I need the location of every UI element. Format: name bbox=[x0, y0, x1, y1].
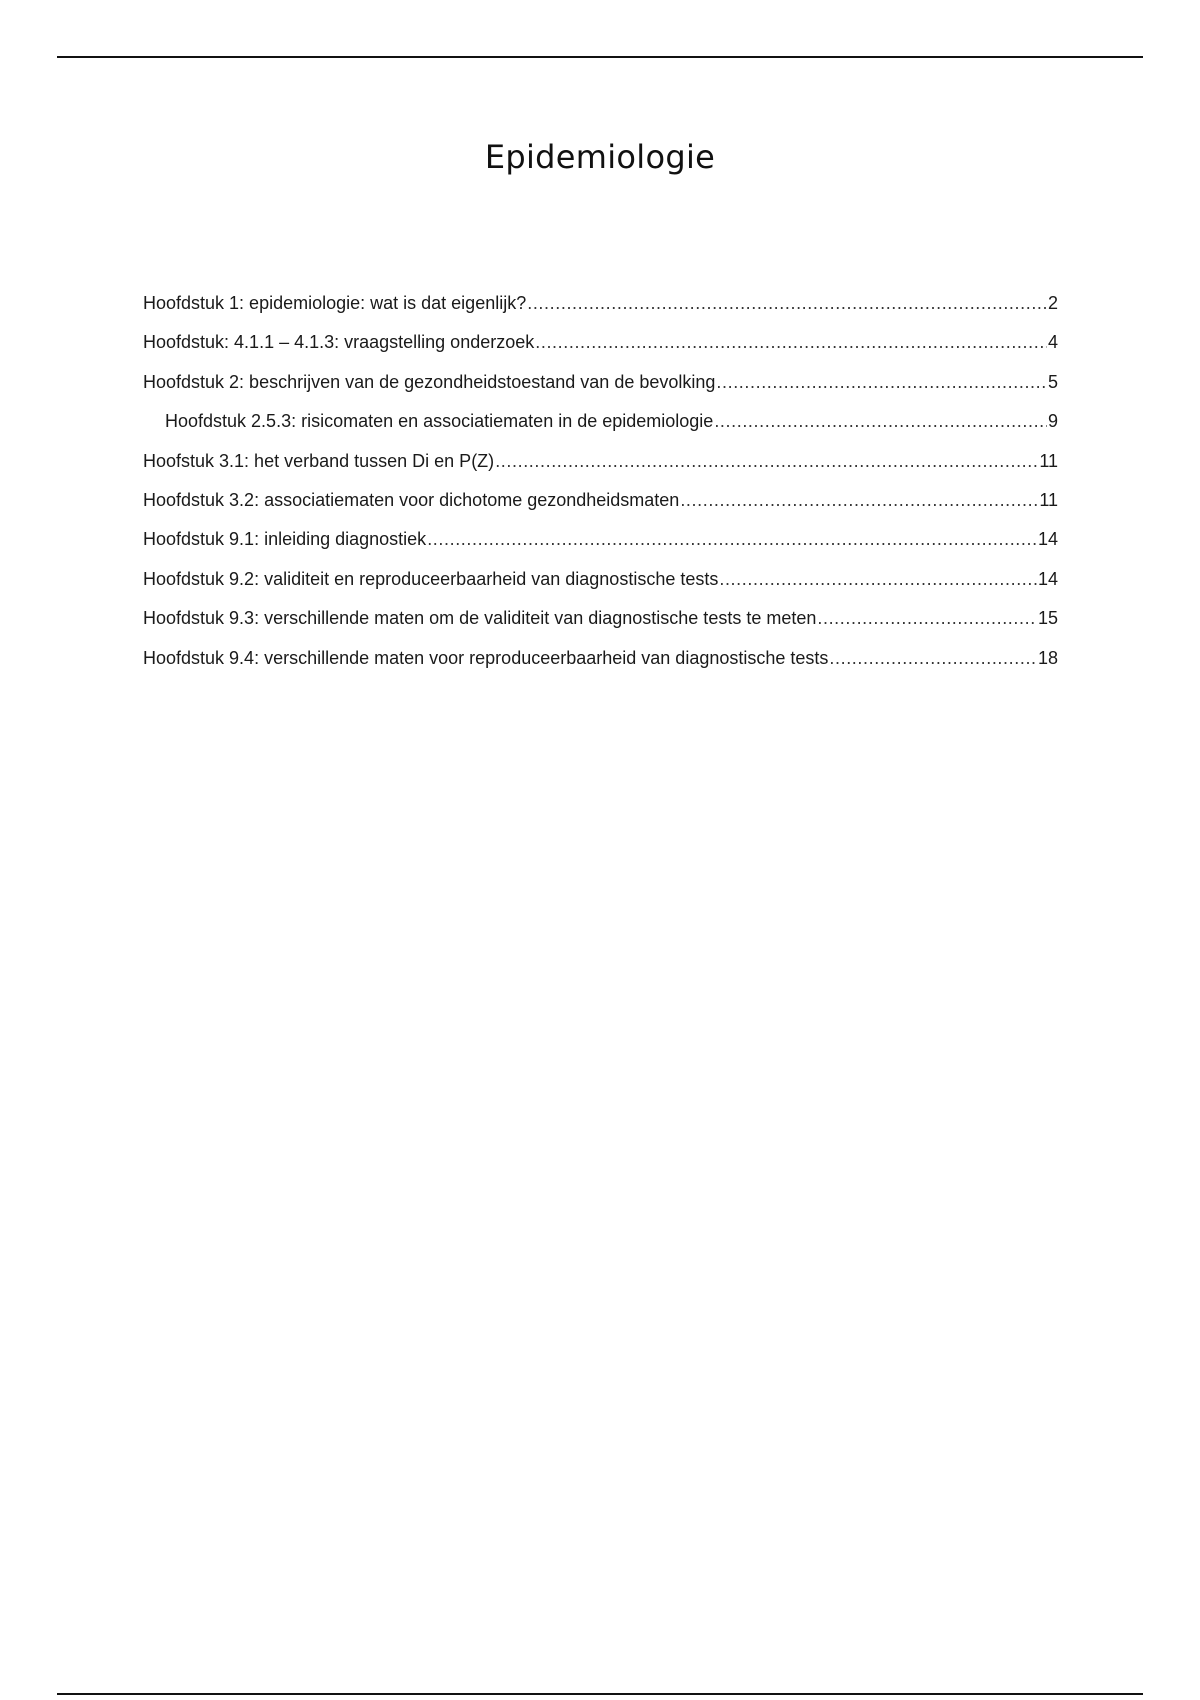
toc-page-number: 15 bbox=[1037, 608, 1058, 629]
toc-entry-text: Hoofdstuk 2: beschrijven van de gezondheidstoestand van de bevolking bbox=[143, 371, 716, 392]
toc-entry-text: Hoofdstuk 3.2: associatiematen voor dichotome gezondheidsmaten bbox=[143, 489, 680, 510]
toc-page-number: 11 bbox=[1039, 450, 1058, 471]
toc-entry[interactable] bbox=[143, 329, 1058, 368]
toc-page-number: 11 bbox=[1039, 489, 1058, 510]
toc-page-number: 9 bbox=[1047, 411, 1058, 432]
footer-rule bbox=[57, 1693, 1143, 1695]
table-of-contents bbox=[143, 290, 1058, 684]
toc-dot-leader bbox=[719, 566, 1037, 592]
toc-entry[interactable] bbox=[143, 408, 1058, 447]
document-title: Epidemiologie bbox=[484, 138, 716, 176]
toc-page-number: 2 bbox=[1047, 293, 1058, 313]
toc-entry[interactable] bbox=[143, 645, 1058, 684]
toc-dot-leader bbox=[829, 645, 1037, 671]
toc-entry-text: Hoofdstuk 2.5.3: risicomaten en associatiematen in de epidemiologie bbox=[165, 411, 714, 432]
toc-dot-leader bbox=[495, 448, 1038, 474]
toc-dot-leader bbox=[714, 408, 1047, 434]
toc-page-number: 4 bbox=[1047, 332, 1058, 353]
toc-entry-text: Hoofdstuk 9.2: validiteit en reproduceerbaarheid van diagnostische tests bbox=[143, 568, 719, 589]
toc-page-number: 5 bbox=[1047, 371, 1058, 392]
toc-dot-leader bbox=[535, 329, 1047, 355]
toc-entry[interactable] bbox=[143, 290, 1058, 329]
toc-page-number: 18 bbox=[1037, 647, 1058, 668]
toc-dot-leader bbox=[817, 605, 1037, 631]
toc-entry-text: Hoofdstuk 1: epidemiologie: wat is dat eigenlijk? bbox=[143, 293, 527, 313]
toc-entry[interactable] bbox=[143, 605, 1058, 644]
toc-page-number: 14 bbox=[1037, 529, 1058, 550]
toc-dot-leader bbox=[427, 526, 1037, 552]
toc-entry[interactable] bbox=[143, 448, 1058, 487]
toc-entry[interactable] bbox=[143, 369, 1058, 408]
header-rule bbox=[57, 56, 1143, 58]
toc-entry[interactable] bbox=[143, 566, 1058, 605]
toc-entry-text: Hoofdstuk 9.4: verschillende maten voor reproduceerbaarheid van diagnostische tests bbox=[143, 647, 829, 668]
toc-page-number: 14 bbox=[1037, 568, 1058, 589]
toc-entry[interactable] bbox=[143, 526, 1058, 565]
toc-entry[interactable] bbox=[143, 487, 1058, 526]
toc-entry-text: Hoofdstuk 9.3: verschillende maten om de validiteit van diagnostische tests te meten bbox=[143, 608, 817, 629]
toc-entry-text: Hoofstuk 3.1: het verband tussen Di en P(Z) bbox=[143, 450, 495, 471]
toc-dot-leader bbox=[716, 369, 1047, 395]
toc-dot-leader bbox=[680, 487, 1038, 513]
toc-entry-text: Hoofdstuk 9.1: inleiding diagnostiek bbox=[143, 529, 427, 550]
toc-dot-leader bbox=[527, 290, 1047, 316]
toc-entry-text: Hoofdstuk: 4.1.1 – 4.1.3: vraagstelling onderzoek bbox=[143, 332, 535, 353]
